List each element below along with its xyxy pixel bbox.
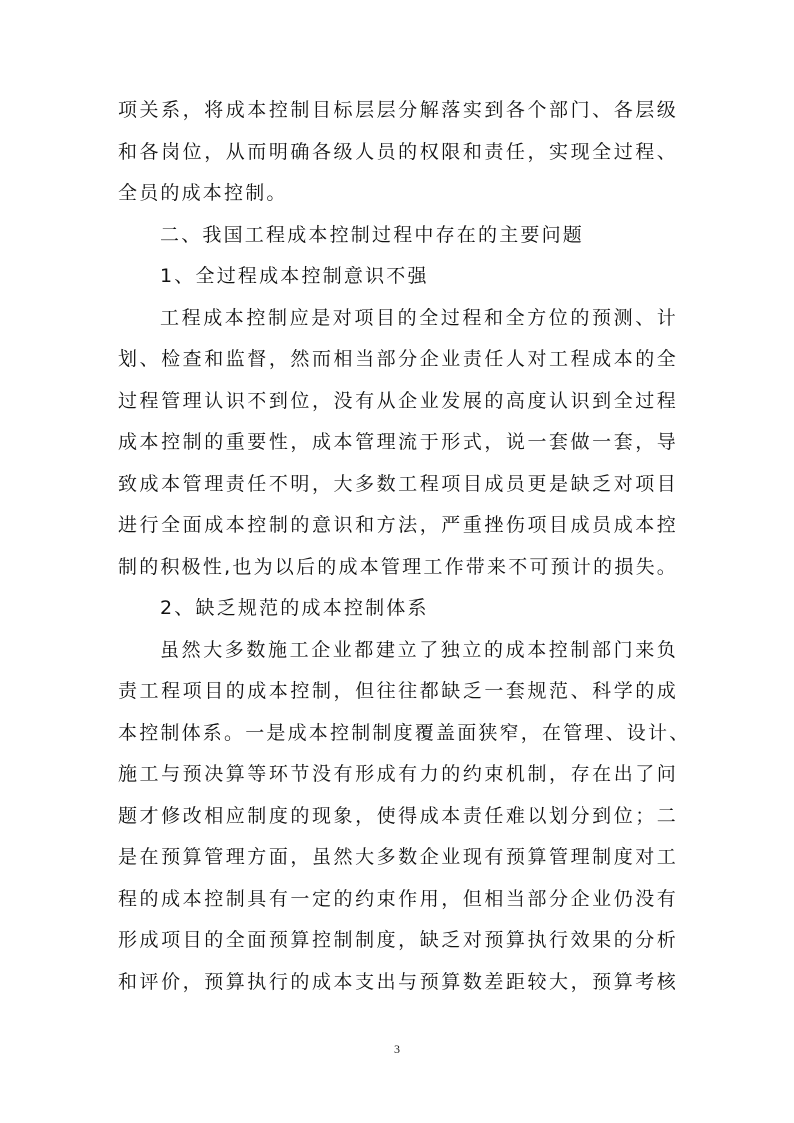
body-text-line: 过程管理认识不到位，没有从企业发展的高度认识到全过程: [118, 389, 678, 412]
body-text-line: 制的积极性,也为以后的成本管理工作带来不可预计的损失。: [118, 555, 678, 578]
body-text-line: 划、检查和监督，然而相当部分企业责任人对工程成本的全: [118, 348, 678, 370]
body-text-line: 程的成本控制具有一定的约束作用，但相当部分企业仍没有: [118, 887, 678, 910]
body-text-line: 进行全面成本控制的意识和方法，严重挫伤项目成员成本控: [118, 514, 678, 536]
body-text-line: 和评价，预算执行的成本支出与预算数差距较大，预算考核: [118, 970, 678, 993]
body-text-line: 全员的成本控制。: [118, 182, 288, 204]
body-text-line: 致成本管理责任不明，大多数工程项目成员更是缺乏对项目: [118, 472, 678, 495]
body-text-line: 题才修改相应制度的现象，使得成本责任难以划分到位；二: [118, 804, 678, 827]
page-number: 3: [394, 1042, 400, 1056]
body-text-line: 形成项目的全面预算控制制度，缺乏对预算执行效果的分析: [118, 929, 678, 951]
body-text-line: 本控制体系。一是成本控制制度覆盖面狭窄，在管理、设计、: [118, 721, 691, 744]
body-text-line: 责工程项目的成本控制，但往往都缺乏一套规范、科学的成: [118, 680, 678, 702]
body-text-line: 成本控制的重要性，成本管理流于形式，说一套做一套，导: [118, 431, 678, 453]
body-text-line: 和各岗位，从而明确各级人员的权限和责任，实现全过程、: [118, 140, 678, 163]
body-text-line: 施工与预决算等环节没有形成有力的约束机制，存在出了问: [118, 763, 678, 785]
subsection-heading: 2、缺乏规范的成本控制体系: [160, 597, 429, 619]
body-text-line: 项关系，将成本控制目标层层分解落实到各个部门、各层级: [118, 99, 678, 121]
body-text-line: 工程成本控制应是对项目的全过程和全方位的预测、计: [160, 306, 678, 329]
section-heading: 二、我国工程成本控制过程中存在的主要问题: [160, 223, 585, 246]
body-text-line: 是在预算管理方面，虽然大多数企业现有预算管理制度对工: [118, 846, 678, 868]
body-text-line: 虽然大多数施工企业都建立了独立的成本控制部门来负: [160, 638, 678, 661]
subsection-heading: 1、全过程成本控制意识不强: [160, 265, 429, 287]
